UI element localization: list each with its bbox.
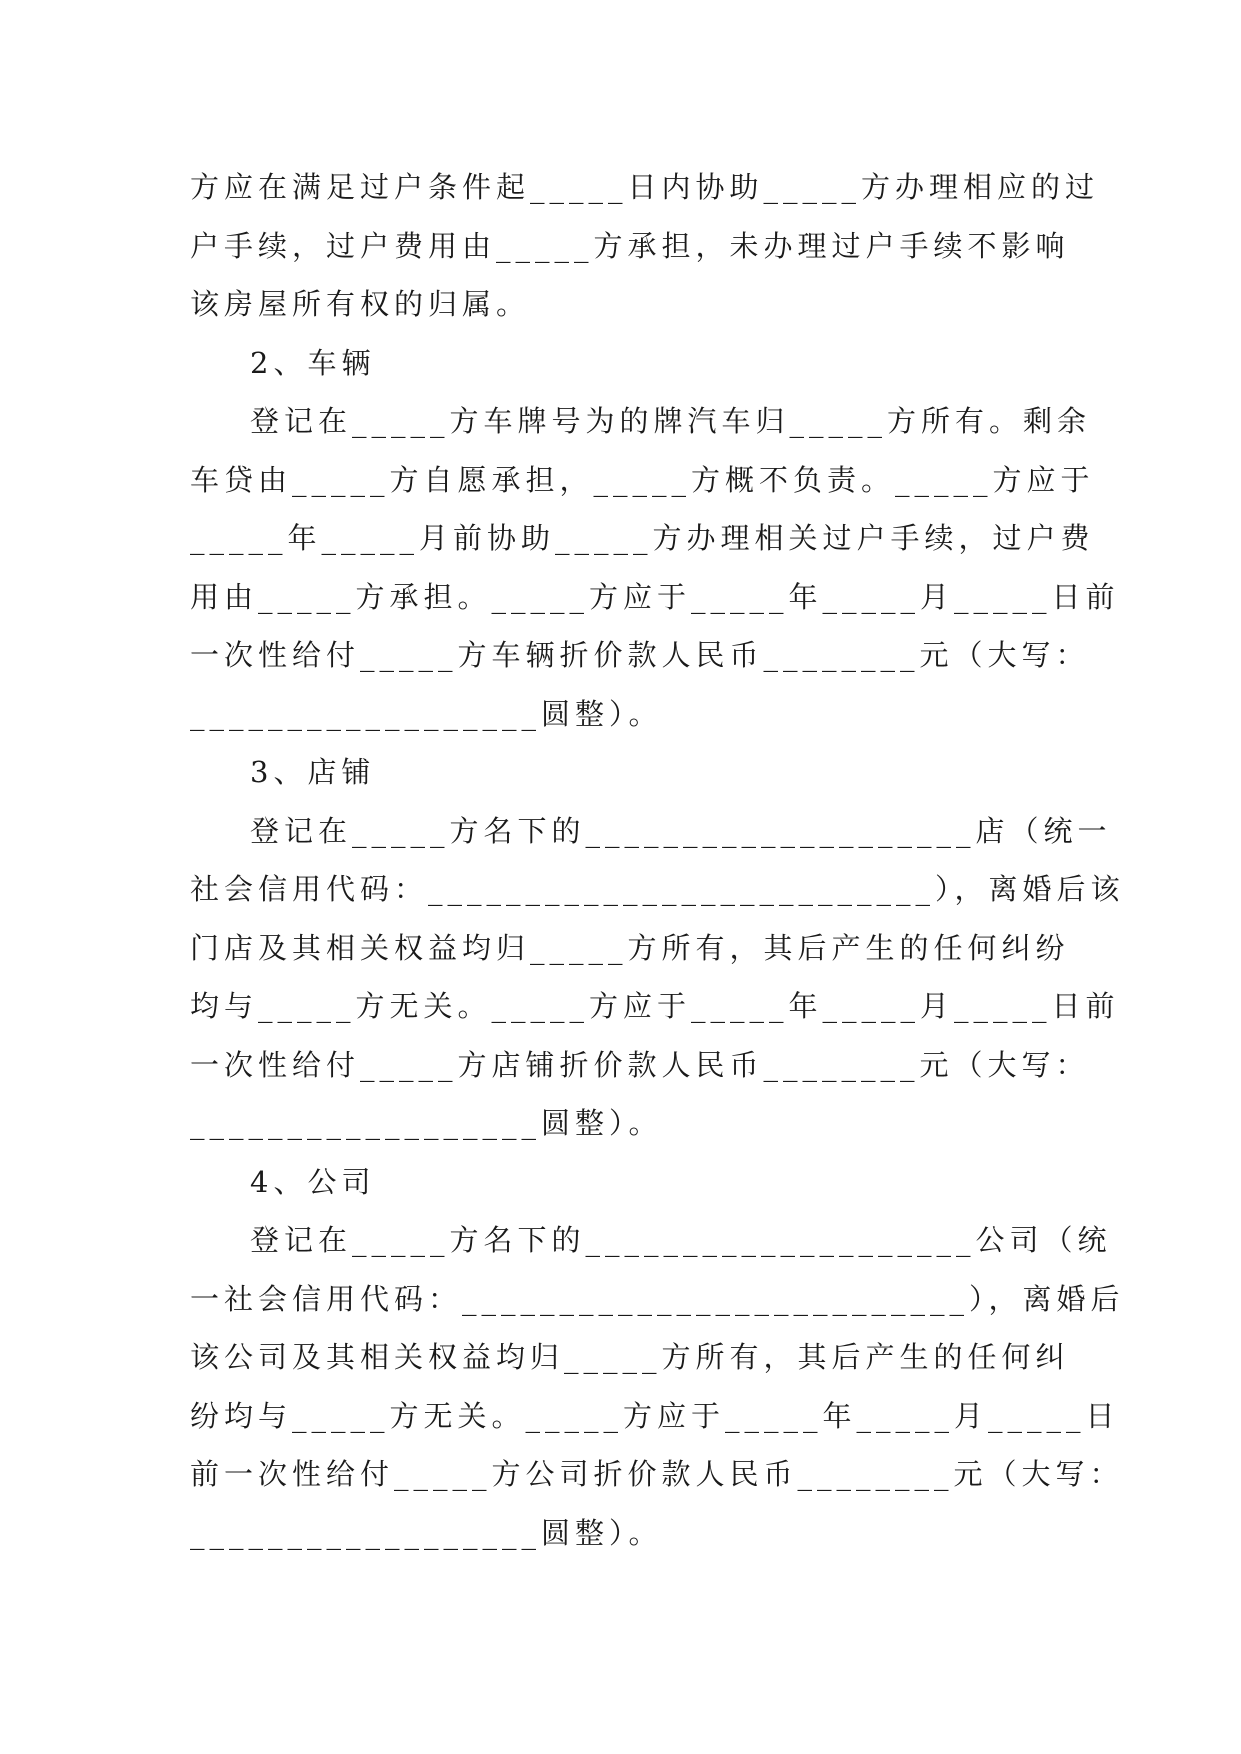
paragraph-line: 该公司及其相关权益均归_____方所有，其后产生的任何纠 (190, 1340, 1070, 1374)
paragraph-line: 均与_____方无关。_____方应于_____年_____月_____日前 (190, 989, 1120, 1023)
paragraph-line: 一次性给付_____方店铺折价款人民币________元（大写： (190, 1047, 1090, 1082)
paragraph-line: 方应在满足过户条件起_____日内协助_____方办理相应的过 (190, 170, 1100, 204)
section-heading-vehicle: 2、车辆 (250, 345, 376, 380)
paragraph-line: __________________圆整）。 (190, 1106, 663, 1140)
section-heading-company: 4、公司 (250, 1164, 376, 1199)
paragraph-line: 一次性给付_____方车辆折价款人民币________元（大写： (190, 638, 1090, 672)
paragraph-line: 登记在_____方车牌号为的牌汽车归_____方所有。剩余 (250, 404, 1092, 438)
paragraph-line: 前一次性给付_____方公司折价款人民币________元（大写： (190, 1457, 1124, 1491)
paragraph-line: 登记在_____方名下的____________________店（统一 (250, 813, 1112, 848)
paragraph-line: 一社会信用代码：__________________________），离婚后 (190, 1281, 1125, 1316)
section-heading-shop: 3、店铺 (250, 755, 376, 789)
document-body (190, 158, 1125, 1562)
paragraph-line: 户手续，过户费用由_____方承担，未办理过户手续不影响 (190, 228, 1070, 263)
paragraph-line: 纷均与_____方无关。_____方应于_____年_____月_____日 (190, 1398, 1120, 1433)
paragraph-line: 用由_____方承担。_____方应于_____年_____月_____日前 (190, 579, 1120, 614)
paragraph-line: 车贷由_____方自愿承担，_____方概不负责。_____方应于 (190, 462, 1095, 497)
paragraph-line: _____年_____月前协助_____方办理相关过户手续，过户费 (190, 521, 1095, 555)
paragraph-line: 社会信用代码：__________________________），离婚后该 (190, 872, 1125, 906)
paragraph-line: 门店及其相关权益均归_____方所有，其后产生的任何纠纷 (190, 930, 1070, 965)
paragraph-line: 该房屋所有权的归属。 (190, 287, 531, 321)
paragraph-line: __________________圆整）。 (190, 1515, 663, 1550)
paragraph-line: __________________圆整）。 (190, 696, 663, 731)
paragraph-line: 登记在_____方名下的____________________公司（统 (250, 1223, 1112, 1257)
